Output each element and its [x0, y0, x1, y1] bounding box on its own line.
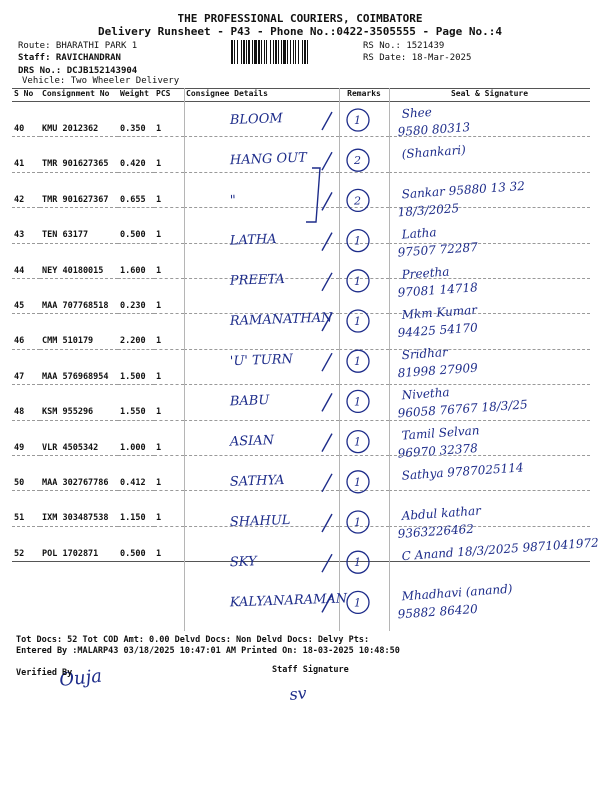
row-weight: 0.500	[118, 526, 154, 561]
barcode-bar	[248, 40, 250, 64]
row-pcs: 1	[154, 455, 184, 490]
row-weight: 0.420	[118, 137, 154, 172]
column-divider	[339, 88, 340, 631]
table-row	[12, 455, 590, 490]
row-consignee-cell	[184, 137, 339, 172]
row-sno: 47	[12, 349, 40, 384]
barcode-bar	[264, 40, 265, 64]
table-row	[12, 385, 590, 420]
table-row	[12, 314, 590, 349]
signature-text: Mkm Kumar	[401, 302, 478, 322]
row-remarks-cell	[339, 243, 389, 278]
vehicle-label: Vehicle: Two Wheeler Delivery	[22, 76, 180, 86]
row-sno: 42	[12, 172, 40, 207]
barcode-bar	[266, 40, 267, 64]
remark-number: 1	[354, 234, 361, 248]
row-sno: 48	[12, 385, 40, 420]
entered-by-line: Entered By :MALARP43 03/18/2025 10:47:01 AM Printed On: 18-03-2025 10:48:50	[16, 646, 400, 656]
remark-circle	[347, 591, 369, 613]
runsheet-table	[12, 88, 590, 562]
barcode-bar	[261, 40, 262, 64]
row-remarks-cell	[339, 491, 389, 526]
signature-text: Sathya 9787025114	[401, 460, 524, 483]
remark-number: 2	[354, 154, 361, 168]
remark-number: 1	[354, 556, 361, 570]
row-signature-cell	[389, 314, 590, 349]
row-weight: 0.350	[118, 102, 154, 137]
row-signature-cell	[389, 172, 590, 207]
row-consignee-cell	[184, 420, 339, 455]
row-remarks-cell	[339, 172, 389, 207]
col-header-pcs: PCS	[154, 89, 184, 102]
row-remarks-cell	[339, 420, 389, 455]
row-weight: 1.150	[118, 491, 154, 526]
staff-label: Staff: RAVICHANDRAN	[18, 53, 121, 63]
consignee-handwriting: LATHA	[229, 231, 277, 249]
row-consignment-no: IXM 303487538	[40, 491, 118, 526]
row-signature-cell	[389, 385, 590, 420]
table-row	[12, 526, 590, 561]
col-header-consignee: Consignee Details	[184, 89, 339, 102]
row-signature-cell	[389, 102, 590, 137]
signature-phone: 94425 54170	[397, 320, 479, 340]
row-signature-cell	[389, 208, 590, 243]
row-weight: 0.412	[118, 455, 154, 490]
row-consignment-no: CMM 510179	[40, 314, 118, 349]
table-row	[12, 278, 590, 313]
table-row	[12, 172, 590, 207]
row-consignee-cell	[184, 526, 339, 561]
signature-text: Sankar 95880 13 32	[401, 178, 526, 202]
row-signature-cell	[389, 526, 590, 561]
row-sno: 45	[12, 278, 40, 313]
row-sno: 40	[12, 102, 40, 137]
row-consignment-no: POL 1702871	[40, 526, 118, 561]
col-header-remarks: Remarks	[339, 89, 389, 102]
row-signature-cell	[389, 243, 590, 278]
row-consignee-cell	[184, 385, 339, 420]
row-signature-cell	[389, 349, 590, 384]
row-pcs: 1	[154, 385, 184, 420]
row-sno: 41	[12, 137, 40, 172]
company-title: THE PROFESSIONAL COURIERS, COIMBATORE	[177, 12, 423, 25]
barcode-bar	[243, 40, 245, 64]
table-row	[12, 137, 590, 172]
row-consignee-cell	[184, 243, 339, 278]
row-remarks-cell	[339, 208, 389, 243]
barcode-bar	[252, 40, 253, 64]
row-weight: 0.230	[118, 278, 154, 313]
signature-text: Sridhar	[401, 345, 449, 363]
signature-phone: 97081 14718	[397, 280, 479, 300]
staff-signature: sv	[288, 683, 308, 704]
row-weight: 2.200	[118, 314, 154, 349]
barcode-bar	[287, 40, 288, 64]
row-sno: 50	[12, 455, 40, 490]
signature-text: Abdul kathar	[401, 503, 482, 523]
rs-number: RS No.: 1521439	[363, 41, 445, 51]
barcode-bar	[290, 40, 291, 64]
row-weight: 1.000	[118, 420, 154, 455]
row-weight: 0.655	[118, 172, 154, 207]
remark-number: 1	[354, 435, 361, 449]
barcode	[231, 40, 357, 64]
row-pcs: 1	[154, 314, 184, 349]
signature-phone: 95882 86420	[397, 601, 479, 622]
row-sno: 52	[12, 526, 40, 561]
row-signature-cell	[389, 420, 590, 455]
table-row	[12, 420, 590, 455]
signature-text: Nivetha	[401, 385, 451, 403]
row-consignee-cell	[184, 349, 339, 384]
row-sno: 46	[12, 314, 40, 349]
signature-text: Preetha	[401, 264, 450, 282]
drs-number: DRS No.: DCJB152143904	[18, 66, 138, 76]
col-header-sno: S No	[12, 89, 40, 102]
remark-number: 1	[354, 315, 361, 328]
barcode-bar	[307, 40, 308, 64]
table-row	[12, 349, 590, 384]
barcode-bar	[241, 40, 242, 64]
signature-phone: 9580 80313	[397, 119, 471, 139]
consignee-handwriting: SHAHUL	[229, 512, 291, 530]
verified-signature: Ouja	[58, 665, 103, 691]
row-consignment-no: KSM 955296	[40, 385, 118, 420]
row-sno: 43	[12, 208, 40, 243]
remark-number: 1	[354, 516, 361, 529]
row-pcs: 1	[154, 420, 184, 455]
row-consignee-cell	[184, 491, 339, 526]
consignee-handwriting: PREETA	[229, 271, 285, 289]
row-remarks-cell	[339, 349, 389, 384]
row-remarks-cell	[339, 314, 389, 349]
remark-number: 1	[354, 475, 361, 489]
row-consignment-no: MAA 707768518	[40, 278, 118, 313]
signature-text: C Anand 18/3/2025 9871041972	[401, 535, 600, 564]
barcode-bar	[234, 40, 235, 64]
table-row	[12, 102, 590, 137]
remark-number: 1	[354, 596, 361, 610]
row-consignment-no: TMR 901627365	[40, 137, 118, 172]
row-consignee-cell	[184, 172, 339, 207]
barcode-bar	[231, 40, 233, 64]
row-pcs: 1	[154, 278, 184, 313]
barcode-bar	[278, 40, 279, 64]
barcode-bar	[302, 40, 303, 64]
verified-by-label: Verified By	[16, 668, 73, 678]
row-sno: 49	[12, 420, 40, 455]
row-consignee-cell	[184, 102, 339, 137]
row-consignment-no: NEY 40180015	[40, 243, 118, 278]
signature-phone: 18/3/2025	[397, 201, 460, 220]
consignee-handwriting: HANG OUT	[229, 150, 307, 169]
signature-text: Tamil Selvan	[401, 423, 480, 443]
consignee-handwriting: BABU	[229, 393, 270, 410]
row-remarks-cell	[339, 455, 389, 490]
consignee-handwriting: ASIAN	[229, 433, 275, 450]
signature-phone: 97507 72287	[397, 240, 479, 260]
signature-phone: 81998 27909	[397, 360, 479, 381]
row-signature-cell	[389, 491, 590, 526]
consignee-handwriting: BLOOM	[229, 111, 283, 128]
remark-number: 1	[354, 355, 361, 369]
barcode-bar	[295, 40, 296, 64]
row-pcs: 1	[154, 137, 184, 172]
row-pcs: 1	[154, 243, 184, 278]
barcode-bar	[298, 40, 299, 64]
signature-text: Mhadhavi (anand)	[401, 581, 513, 604]
row-remarks-cell	[339, 102, 389, 137]
signature-phone: 9363226462	[397, 521, 475, 541]
route-label: Route: BHARATHI PARK 1	[18, 41, 138, 51]
barcode-bar	[283, 40, 286, 64]
column-divider	[184, 88, 185, 631]
staff-signature-label: Staff Signature	[272, 665, 349, 675]
remark-number: 1	[354, 274, 361, 288]
consignee-handwriting: SKY	[229, 554, 257, 571]
row-pcs: 1	[154, 491, 184, 526]
row-consignee-cell	[184, 314, 339, 349]
table-row	[12, 491, 590, 526]
row-consignment-no: MAA 576968954	[40, 349, 118, 384]
signature-text: Shee	[401, 104, 433, 121]
barcode-bar	[254, 40, 257, 64]
table-header-row	[12, 89, 590, 102]
consignee-handwriting: SATHYA	[229, 472, 285, 490]
runsheet-subtitle: Delivery Runsheet - P43 - Phone No.:0422-3505555 - Page No.:4	[98, 25, 502, 38]
row-consignee-cell	[184, 208, 339, 243]
remark-number: 2	[354, 194, 361, 208]
row-consignment-no: VLR 4505342	[40, 420, 118, 455]
row-weight: 1.600	[118, 243, 154, 278]
row-remarks-cell	[339, 526, 389, 561]
tick-mark	[322, 594, 332, 612]
consignee-handwriting: 'U' TURN	[229, 352, 294, 370]
row-weight: 1.550	[118, 385, 154, 420]
row-pcs: 1	[154, 208, 184, 243]
barcode-bar	[246, 40, 247, 64]
barcode-bar	[275, 40, 277, 64]
totals-line: Tot Docs: 52 Tot COD Amt: 0.00 Delvd Docs: Non Delvd Docs: Delvy Pts:	[16, 635, 370, 645]
barcode-bar	[293, 40, 294, 64]
signature-phone: 96970 32378	[397, 441, 479, 461]
row-remarks-cell	[339, 385, 389, 420]
barcode-bar	[237, 40, 238, 64]
row-weight: 1.500	[118, 349, 154, 384]
barcode-bar	[273, 40, 274, 64]
row-pcs: 1	[154, 172, 184, 207]
barcode-bar	[258, 40, 260, 64]
col-header-consignment: Consignment No	[40, 89, 118, 102]
row-remarks-cell	[339, 137, 389, 172]
row-signature-cell	[389, 278, 590, 313]
row-consignment-no: TMR 901627367	[40, 172, 118, 207]
signature-text: (Shankari)	[401, 142, 467, 162]
remark-number: 1	[354, 114, 361, 127]
barcode-bar	[281, 40, 282, 64]
row-signature-cell	[389, 137, 590, 172]
row-pcs: 1	[154, 349, 184, 384]
consignee-handwriting: RAMANATHAN	[229, 310, 333, 329]
row-remarks-cell	[339, 278, 389, 313]
consignee-handwriting: KALYANARAMAN	[229, 591, 348, 611]
row-sno: 44	[12, 243, 40, 278]
row-sno: 51	[12, 491, 40, 526]
col-header-seal-signature: Seal & Signature	[389, 89, 590, 102]
remark-number: 1	[354, 395, 361, 409]
table-row	[12, 243, 590, 278]
row-signature-cell	[389, 455, 590, 490]
row-pcs: 1	[154, 102, 184, 137]
row-consignment-no: KMU 2012362	[40, 102, 118, 137]
row-weight: 0.500	[118, 208, 154, 243]
row-consignment-no: TEN 63177	[40, 208, 118, 243]
consignee-handwriting: "	[229, 193, 237, 209]
signature-text: Latha	[401, 225, 437, 242]
signature-phone: 96058 76767 18/3/25	[397, 397, 529, 421]
table-row	[12, 208, 590, 243]
column-divider	[389, 88, 390, 631]
row-pcs: 1	[154, 526, 184, 561]
row-consignee-cell	[184, 278, 339, 313]
row-consignee-cell	[184, 455, 339, 490]
row-consignment-no: MAA 302767786	[40, 455, 118, 490]
rs-date: RS Date: 18-Mar-2025	[363, 53, 472, 63]
barcode-bar	[304, 40, 306, 64]
barcode-bar	[270, 40, 271, 64]
col-header-weight: Weight	[118, 89, 154, 102]
